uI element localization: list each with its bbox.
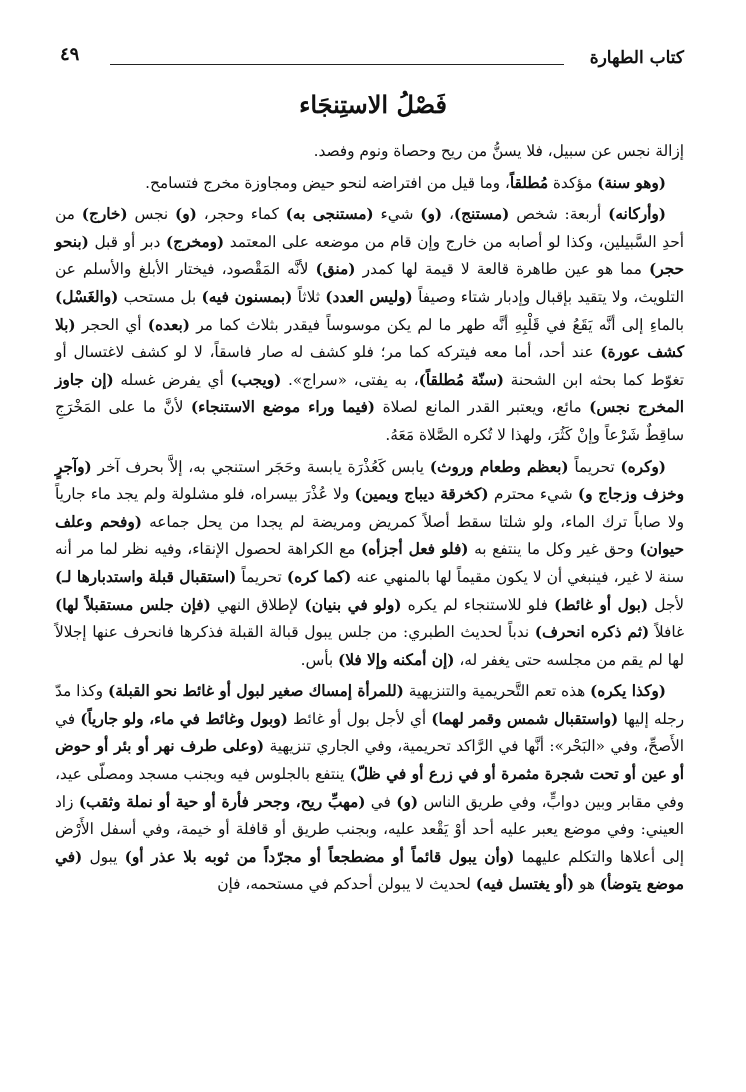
commentary-text: إزالة نجس عن سبيل، فلا يسنُّ من ريح وحصاة ونوم وفصد. — [313, 142, 684, 160]
commentary-text: ندباً لحديث الطبري: من جلس يبول قبالة القبلة فذكرها فانحرف عنها إجلالاً لها لم يقم من مجلسه حتى يغفر له، — [55, 623, 684, 669]
bold-matn-text: (وأن يبول قائماً أو مضطجعاً أو مجرّداً من ثوبه بلا عذر أو) — [124, 847, 515, 866]
commentary-text: تحريماً — [568, 457, 621, 476]
bold-matn-text: (والغَسْل) — [55, 287, 119, 306]
bold-matn-text: (بعده) — [147, 315, 190, 334]
commentary-text: لإطلاق النهي — [210, 595, 305, 614]
commentary-text: عند أحد، أما معه فيتركه كما مر؛ فلو كشف له صار فاسقاً، لا لو كشف لاغتسال أو تغوّط كما بحثه ابن الشحنة — [55, 343, 685, 389]
commentary-text: مائع، ويعتبر القدر المانع لصلاة — [375, 398, 590, 417]
commentary-text: وحق غير وكل ما ينتفع به — [468, 540, 640, 559]
bold-matn-text: مُطلقاً — [509, 173, 549, 192]
commentary-text: غافلاً — [649, 623, 684, 642]
bold-matn-text: (و) — [396, 792, 419, 811]
commentary-text: مع الكراهة لحصول الإنقاء، وفيه نظر لما مر أنه سنة لا غير، فينبغي أن لا يكون مقيماً لها بالمنهي عنه — [55, 540, 684, 586]
bold-matn-text: (وكذا يكره) — [590, 682, 666, 701]
commentary-text: شيء محترم — [488, 485, 578, 504]
bold-matn-text: (وفحم وعلف حيوان) — [55, 512, 685, 559]
commentary-text: أي يفرض غسله — [113, 370, 231, 389]
bold-matn-text: (كخرقة ديباج ويمين) — [354, 485, 489, 504]
commentary-text: ، — [442, 205, 454, 224]
bold-matn-text: (ثم ذكره انحرف) — [534, 623, 650, 642]
bold-matn-text: (فيما وراء موضع الاستنجاء) — [190, 398, 376, 417]
commentary-text: لأجل — [648, 595, 684, 614]
bold-matn-text: (و) — [420, 205, 443, 224]
commentary-text: ، وما قيل من افتراضه لنحو حيض ومجاوزة مخرج فتسامح. — [145, 173, 510, 192]
paragraph — [55, 201, 684, 449]
bold-matn-text: (إن جاوز المخرج نجس) — [55, 370, 684, 417]
bold-matn-text: (وبول وغائط في ماء، ولو جارياً) — [80, 709, 288, 728]
bold-matn-text: (سنّة مُطلقاً) — [418, 370, 504, 389]
commentary-text: ينتفع بالجلوس فيه وبجنب مسجد ومصلّى عيد، وفي مقابر وبين دوابٍّ، وفي طريق الناس — [55, 765, 684, 811]
bold-matn-text: (مستنج) — [453, 205, 510, 224]
paragraph — [55, 678, 684, 899]
commentary-text: دبر أو قبل — [88, 232, 166, 251]
bold-matn-text: (مستنجى به) — [285, 205, 374, 224]
bold-matn-text: (بعظم وطعام وروث) — [429, 457, 569, 476]
bold-matn-text: (للمرأة إمساك صغير لبول أو غائط نحو القبلة) — [107, 682, 404, 701]
commentary-text: ثلاثاً — [292, 287, 326, 306]
commentary-text: بالماءِ إلى أنَّه يَقَعُ في قَلْبِهِ أنَّه طهر ما لم يكن موسوساً فيقدر بثلاث كما مر — [189, 315, 684, 334]
bold-matn-text: (بلا كشف عورة) — [55, 315, 684, 362]
bold-matn-text: (إن أمكنه وإلا فلا) — [338, 650, 455, 669]
bold-matn-text: (و) — [175, 205, 197, 224]
bold-matn-text: (منق) — [315, 260, 356, 279]
paragraph — [55, 138, 684, 166]
bold-matn-text: (بمسنون فيه) — [201, 287, 293, 306]
bold-matn-text: (استقبال قبلة واستدبارها لـ) — [55, 567, 237, 586]
page-number: ٤٩ — [60, 44, 80, 65]
commentary-text: مما هو عين طاهرة قالعة لا قيمة لها كمدر — [355, 260, 649, 279]
commentary-text: ، به يفتى، «سراج». — [281, 370, 419, 389]
commentary-text: لأنَّه المَقْصود، فيختار الأبلغ والأسلم عن التلويث، ولا يتقيد بإقبال وإدبار شتاء وصيفاً — [55, 260, 685, 306]
commentary-text: مؤكدة — [548, 173, 598, 192]
bold-matn-text: (وكره) — [620, 457, 666, 476]
commentary-text: من أحدِ السَّبيلين، وكذا لو أصابه من خارج وإن قام من موضعه على المعتمد — [55, 205, 684, 251]
commentary-text: نجس — [127, 205, 176, 224]
bold-matn-text: (فلو فعل أجزأه) — [360, 540, 469, 559]
bold-matn-text: (كما كره) — [286, 567, 352, 586]
bold-matn-text: (وعلى طرف نهر أو بئر أو حوض أو عين أو تحت شجرة مثمرة أو في زرع أو في ظلّ) — [55, 737, 684, 784]
commentary-text: أربعة: شخص — [509, 205, 609, 224]
commentary-text: فلو للاستنجاء لم يكره — [401, 595, 555, 614]
commentary-text: لحديث لا يبولن أحدكم في مستحمه، فإن — [217, 875, 476, 894]
commentary-text: وكذا مدّ رجله إليها — [55, 682, 684, 728]
commentary-text: يابس كَعُذْرَة يابسة وحَجَر استنجي به، إلاَّ بحرف آخر — [91, 457, 430, 476]
book-title: كتاب الطهارة — [589, 48, 684, 68]
bold-matn-text: (وليس العدد) — [325, 287, 413, 306]
commentary-text: يبول — [82, 847, 125, 866]
section-title: فَصْلُ الاستِنجَاء — [299, 90, 447, 119]
bold-matn-text: (في موضع يتوضأ) — [55, 847, 684, 894]
bold-matn-text: (وهو سنة) — [597, 173, 666, 192]
paragraph — [55, 170, 684, 198]
commentary-text: كماء وحجر، — [196, 205, 286, 224]
commentary-text: أي الحجر — [75, 315, 148, 334]
commentary-text: ولا عُذْرَ بيسراه، فلو مشلولة ولم يجد ماء جارياً ولا صاباً ترك الماء، ولو شلتا سقط أصلاً كمريض ومريضة لم يجدا من يحل جماعه — [55, 485, 685, 531]
commentary-text: شيء — [373, 205, 421, 224]
commentary-text: هو — [574, 875, 600, 894]
commentary-text: أي لأجل بول أو غائط — [287, 709, 432, 728]
commentary-text: هذه تعم التَّحريمية والتنزيهية — [403, 682, 591, 701]
bold-matn-text: (فإن جلس مستقبلاً لها) — [55, 595, 211, 614]
commentary-text: بأس. — [300, 650, 338, 669]
bold-matn-text: (ويجب) — [230, 370, 282, 389]
commentary-text: في الأَصحِّ، وفي «البَحْر»: أنَّها في الرَّاكد تحريمية، وفي الجاري تنزيهية — [55, 709, 684, 756]
bold-matn-text: (خارج) — [81, 205, 128, 224]
bold-matn-text: (أو يغتسل فيه) — [475, 875, 575, 894]
bold-matn-text: (وآجرٍ وخزف وزجاج و) — [55, 457, 684, 504]
bold-matn-text: (وأركانه) — [608, 205, 666, 224]
header-rule — [110, 64, 564, 65]
commentary-text: بل مستحب — [118, 287, 202, 306]
bold-matn-text: (مهبِّ ريح، وجحر فأرة أو حية أو نملة وثقب) — [78, 792, 366, 811]
bold-matn-text: (ولو في بنيان) — [304, 595, 402, 614]
commentary-text: لأنَّ ما على المَخْرَجِ ساقِطٌ شَرْعاً وإنْ كَثُرَ، ولهذا لا تُكره الصَّلاة مَعَهُ. — [55, 398, 684, 444]
bold-matn-text: (بول أو غائط) — [554, 595, 649, 614]
bold-matn-text: (ومخرج) — [165, 232, 225, 251]
bold-matn-text: (واستقبال شمس وقمر لهما) — [431, 709, 619, 728]
body-text — [55, 138, 684, 899]
running-head — [60, 44, 684, 74]
commentary-text: في — [365, 792, 397, 811]
paragraph — [55, 454, 684, 675]
bold-matn-text: (بنحو حجر) — [55, 232, 684, 279]
commentary-text: زاد العيني: وفي موضع يعبر عليه أحد أوْ يَقْعد عليه، وبجنب طريق أو قافلة أو خيمة، وفي أسفل الأَرْض إلى أعلاها والتكلم عليهما — [55, 792, 685, 866]
commentary-text: تحريماً — [236, 567, 287, 586]
